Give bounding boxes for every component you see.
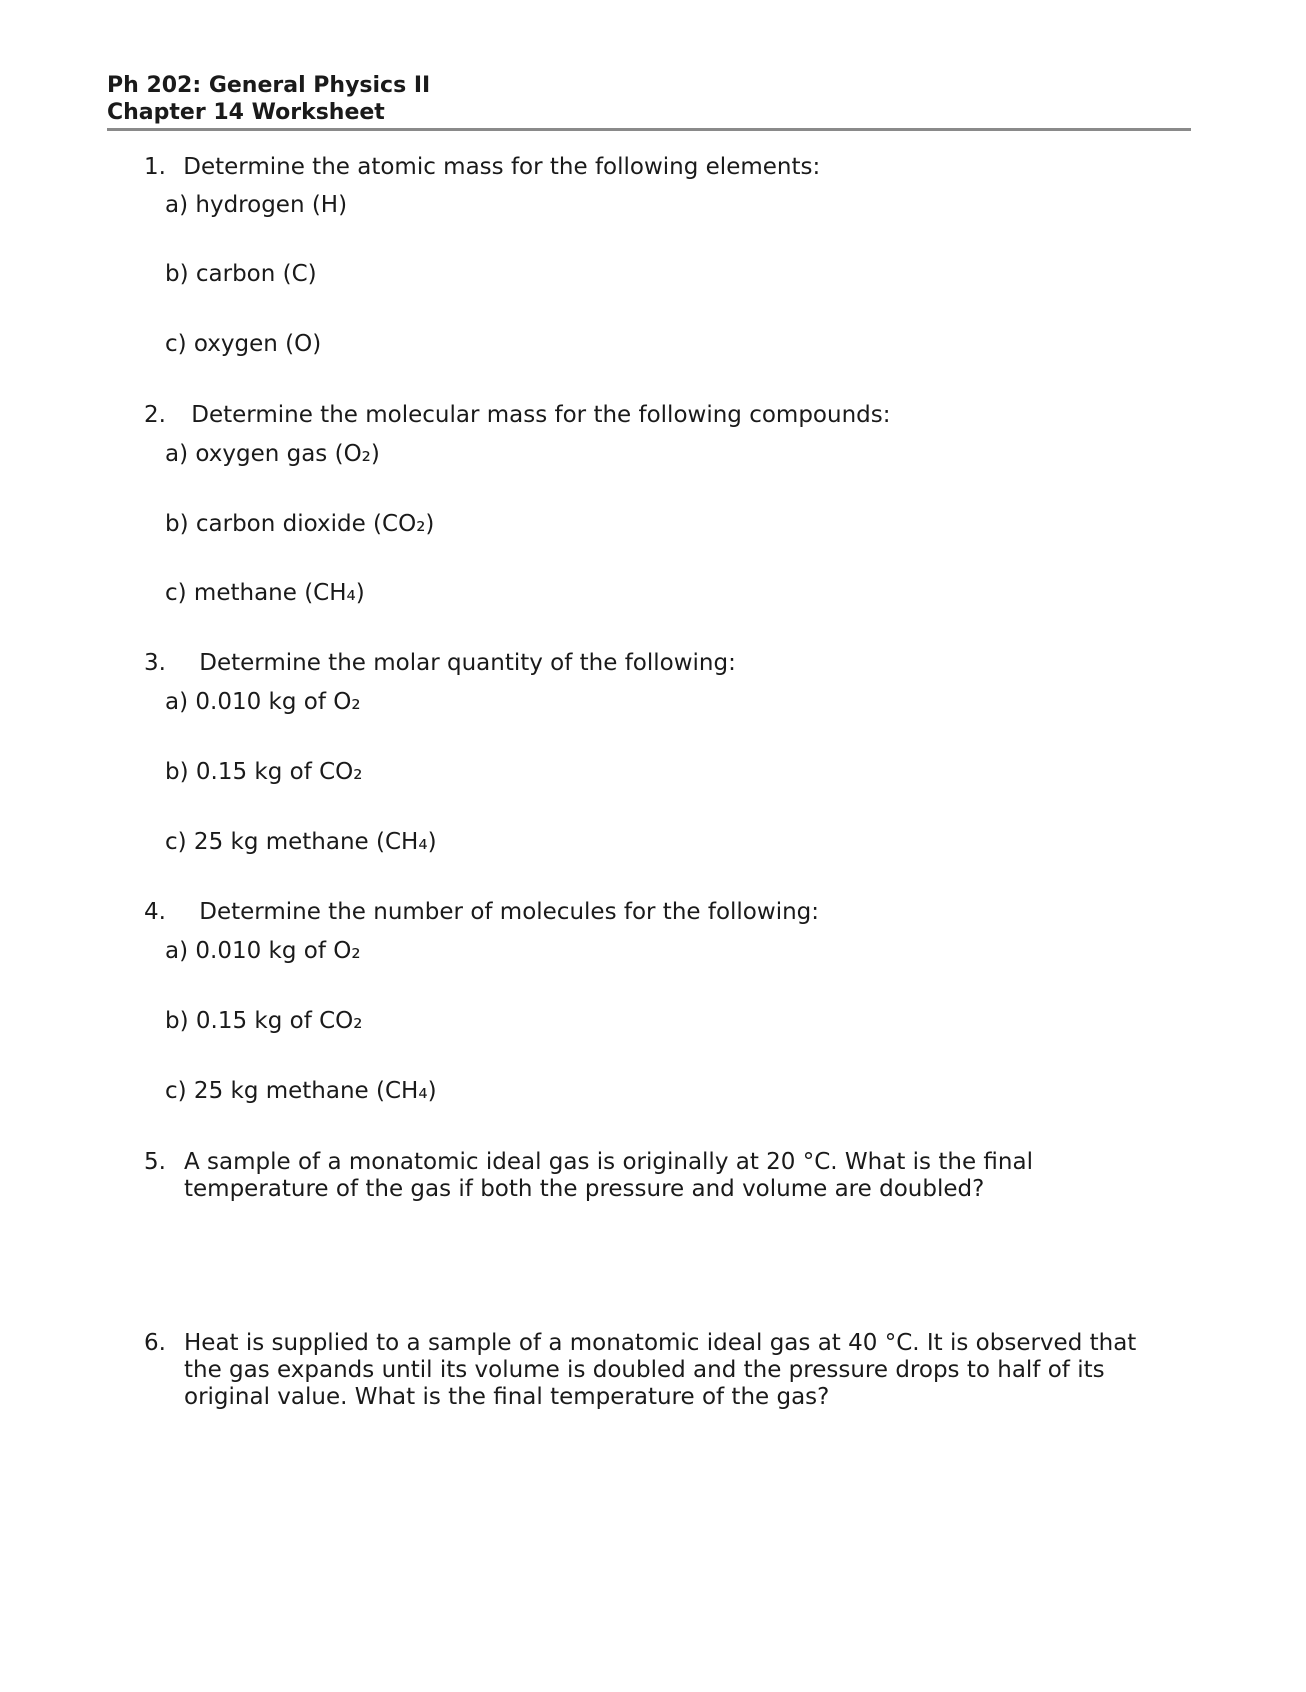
question-1-item-a: a) hydrogen (H) — [165, 192, 348, 218]
worksheet-header — [107, 72, 1191, 126]
worksheet-title: Chapter 14 Worksheet — [107, 100, 385, 125]
course-title: Ph 202: General Physics II — [107, 73, 431, 98]
question-1-item-b: b) carbon (C) — [165, 261, 317, 287]
question-2 — [144, 402, 891, 429]
question-3-item-c: c) 25 kg methane (CH₄) — [165, 829, 437, 855]
question-4-item-a: a) 0.010 kg of O₂ — [165, 938, 361, 964]
question-prompt: A sample of a monatomic ideal gas is originally at 20 °C. What is the final temperature of the gas if both the pressure and volume are doubled? — [184, 1149, 1033, 1202]
question-prompt: Determine the atomic mass for the following elements: — [183, 154, 821, 180]
question-number: 3. — [144, 650, 166, 676]
header-divider — [107, 128, 1191, 131]
question-4-item-b: b) 0.15 kg of CO₂ — [165, 1008, 363, 1034]
question-2-item-c: c) methane (CH₄) — [165, 580, 365, 606]
question-1-item-c: c) oxygen (O) — [165, 331, 322, 357]
question-number: 6. — [144, 1330, 166, 1356]
question-3-item-a: a) 0.010 kg of O₂ — [165, 689, 361, 715]
question-number: 1. — [144, 154, 166, 180]
question-4-item-c: c) 25 kg methane (CH₄) — [165, 1078, 437, 1104]
question-6 — [144, 1330, 1184, 1411]
question-2-item-b: b) carbon dioxide (CO₂) — [165, 511, 435, 537]
question-prompt: Heat is supplied to a sample of a monatomic ideal gas at 40 °C. It is observed that the gas expands until its volume is doubled and the pressure drops to half of its original value. What is the final temperature of the gas? — [184, 1330, 1137, 1410]
question-5 — [144, 1149, 1184, 1203]
question-prompt: Determine the molar quantity of the following: — [199, 650, 736, 676]
question-prompt: Determine the molecular mass for the following compounds: — [191, 402, 891, 428]
question-number: 5. — [144, 1149, 166, 1175]
question-number: 4. — [144, 899, 166, 925]
question-3-item-b: b) 0.15 kg of CO₂ — [165, 759, 363, 785]
question-number: 2. — [144, 402, 166, 428]
question-4 — [144, 899, 819, 926]
question-2-item-a: a) oxygen gas (O₂) — [165, 441, 380, 467]
question-1 — [144, 154, 820, 181]
question-prompt: Determine the number of molecules for the following: — [199, 899, 820, 925]
question-3 — [144, 650, 736, 677]
